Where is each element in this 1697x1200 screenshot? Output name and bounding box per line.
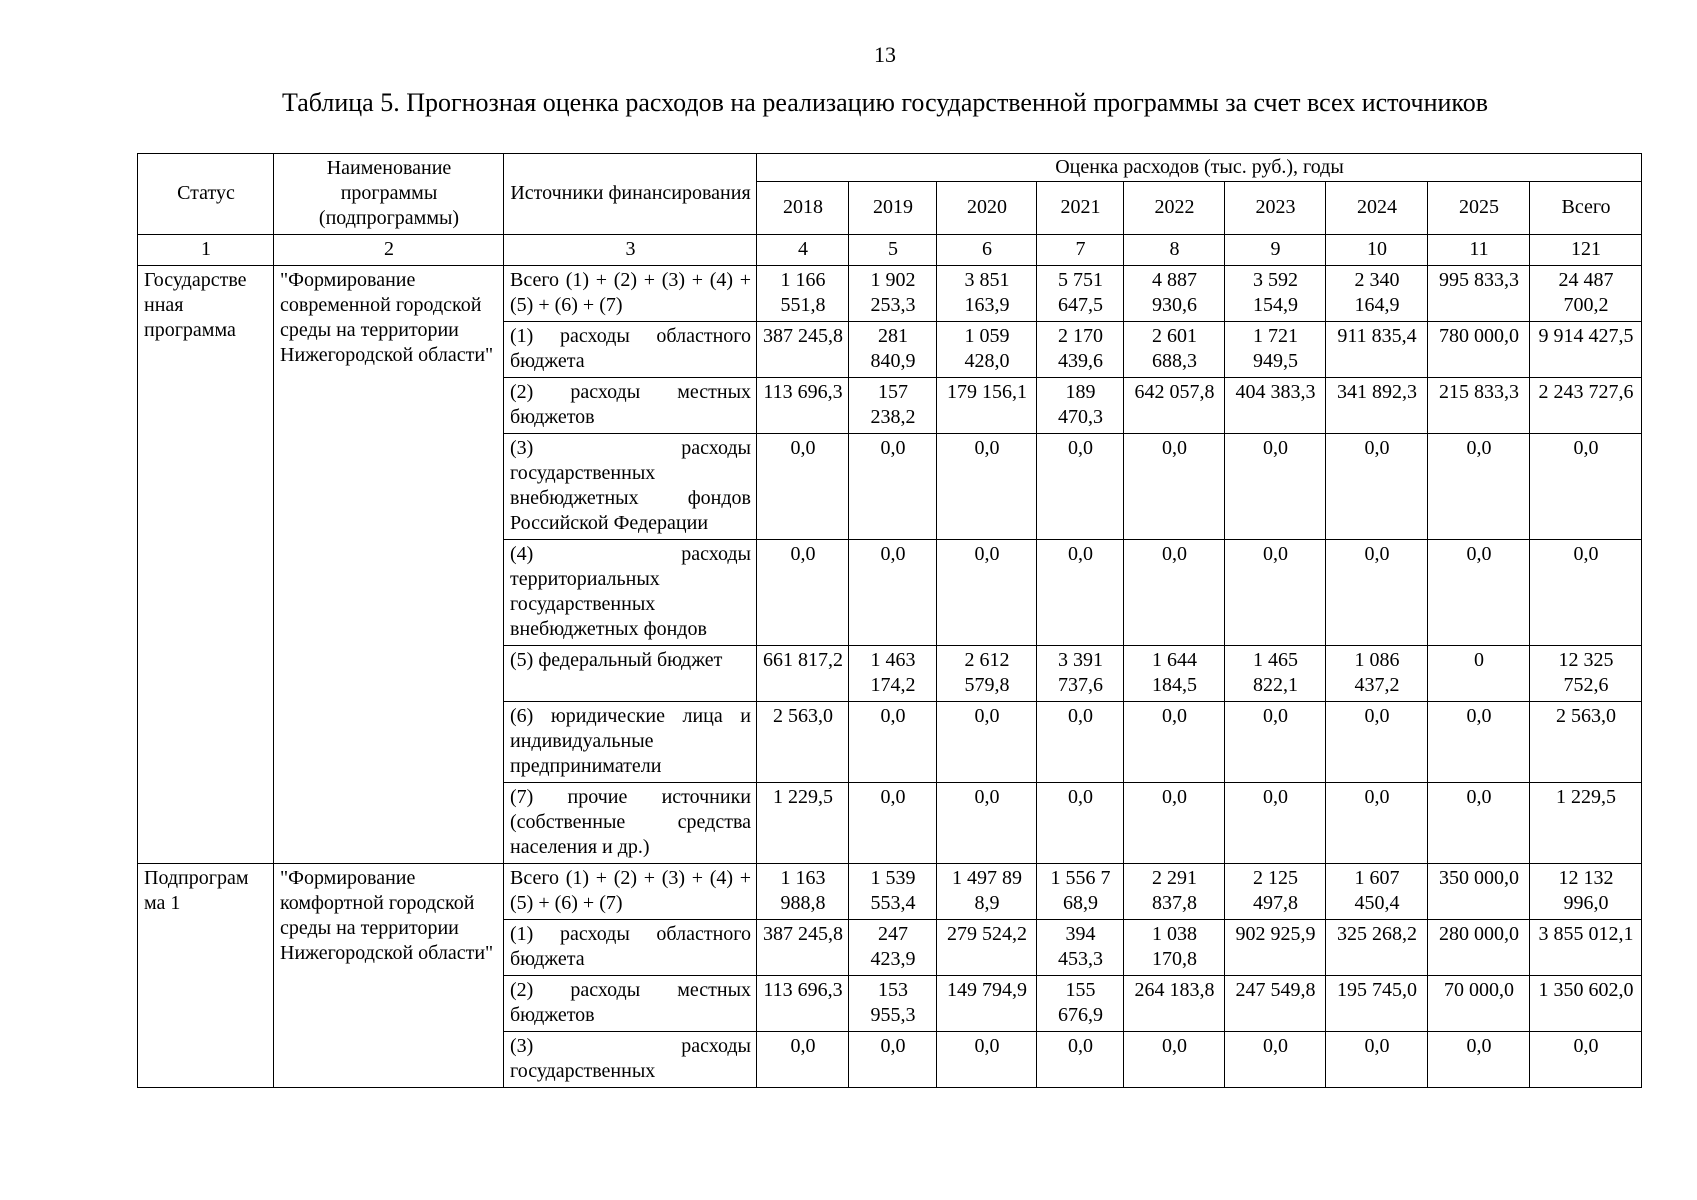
header-year: 2020 xyxy=(937,181,1037,234)
row-year-value: 0,0 xyxy=(1225,702,1326,783)
row-year-value: 911 835,4 xyxy=(1326,322,1428,378)
column-number: 4 xyxy=(757,235,849,266)
row-source: (3) расходы государственных внебюджетных фондов Российской Федерации xyxy=(504,434,757,540)
row-year-value: 661 817,2 xyxy=(757,646,849,702)
row-total-value: 0,0 xyxy=(1530,540,1642,646)
row-year-value: 341 892,3 xyxy=(1326,378,1428,434)
row-year-value: 155 676,9 xyxy=(1037,976,1124,1032)
row-year-value: 113 696,3 xyxy=(757,976,849,1032)
row-year-value: 0,0 xyxy=(1124,434,1225,540)
row-year-value: 0,0 xyxy=(1037,783,1124,864)
row-year-value: 0,0 xyxy=(1326,540,1428,646)
row-source: (1) расходы областного бюджета xyxy=(504,920,757,976)
row-year-value: 247 549,8 xyxy=(1225,976,1326,1032)
row-year-value: 3 851 163,9 xyxy=(937,266,1037,322)
row-year-value: 1 166 551,8 xyxy=(757,266,849,322)
row-year-value: 179 156,1 xyxy=(937,378,1037,434)
header-year: 2018 xyxy=(757,181,849,234)
row-year-value: 1 163 988,8 xyxy=(757,864,849,920)
header-year: 2022 xyxy=(1124,181,1225,234)
row-year-value: 4 887 930,6 xyxy=(1124,266,1225,322)
row-year-value: 2 291 837,8 xyxy=(1124,864,1225,920)
row-year-value: 0,0 xyxy=(849,434,937,540)
row-year-value: 1 539 553,4 xyxy=(849,864,937,920)
row-year-value: 387 245,8 xyxy=(757,920,849,976)
column-number: 1 xyxy=(138,235,274,266)
row-year-value: 3 391 737,6 xyxy=(1037,646,1124,702)
row-year-value: 0 xyxy=(1428,646,1530,702)
column-number: 2 xyxy=(274,235,504,266)
row-year-value: 2 340 164,9 xyxy=(1326,266,1428,322)
row-year-value: 1 463 174,2 xyxy=(849,646,937,702)
row-source: (5) федеральный бюджет xyxy=(504,646,757,702)
row-year-value: 195 745,0 xyxy=(1326,976,1428,1032)
row-source: Всего (1) + (2) + (3) + (4) + (5) + (6) + (7) xyxy=(504,266,757,322)
column-number-row xyxy=(138,235,1642,266)
row-year-value: 0,0 xyxy=(1326,783,1428,864)
row-total-value: 0,0 xyxy=(1530,434,1642,540)
row-year-value: 0,0 xyxy=(849,783,937,864)
header-year: 2021 xyxy=(1037,181,1124,234)
row-year-value: 0,0 xyxy=(1225,540,1326,646)
row-year-value: 1 556 7 68,9 xyxy=(1037,864,1124,920)
header-program-name: Наименование программы (подпрограммы) xyxy=(274,154,504,235)
row-source: (2) расходы местных бюджетов xyxy=(504,378,757,434)
row-total-value: 12 132 996,0 xyxy=(1530,864,1642,920)
row-year-value: 1 497 89 8,9 xyxy=(937,864,1037,920)
row-year-value: 0,0 xyxy=(937,783,1037,864)
row-program-name: "Формирование современной городской среды на территории Нижегородской области" xyxy=(274,266,504,864)
column-number: 121 xyxy=(1530,235,1642,266)
row-year-value: 995 833,3 xyxy=(1428,266,1530,322)
header-year: 2024 xyxy=(1326,181,1428,234)
row-year-value: 1 465 822,1 xyxy=(1225,646,1326,702)
row-total-value: 2 243 727,6 xyxy=(1530,378,1642,434)
row-year-value: 280 000,0 xyxy=(1428,920,1530,976)
row-year-value: 0,0 xyxy=(1225,434,1326,540)
row-year-value: 5 751 647,5 xyxy=(1037,266,1124,322)
row-year-value: 264 183,8 xyxy=(1124,976,1225,1032)
row-year-value: 1 086 437,2 xyxy=(1326,646,1428,702)
column-number: 11 xyxy=(1428,235,1530,266)
column-number: 8 xyxy=(1124,235,1225,266)
row-year-value: 325 268,2 xyxy=(1326,920,1428,976)
header-year: 2025 xyxy=(1428,181,1530,234)
row-year-value: 0,0 xyxy=(1428,702,1530,783)
header-year: 2019 xyxy=(849,181,937,234)
table-row xyxy=(138,266,1642,322)
row-total-value: 0,0 xyxy=(1530,1032,1642,1088)
row-year-value: 0,0 xyxy=(1124,702,1225,783)
row-year-value: 279 524,2 xyxy=(937,920,1037,976)
row-year-value: 0,0 xyxy=(757,540,849,646)
row-year-value: 1 721 949,5 xyxy=(1225,322,1326,378)
row-program-name: "Формирование комфортной городской среды на территории Нижегородской области" xyxy=(274,864,504,1088)
row-total-value: 1 229,5 xyxy=(1530,783,1642,864)
row-year-value: 2 612 579,8 xyxy=(937,646,1037,702)
row-year-value: 0,0 xyxy=(1326,702,1428,783)
row-year-value: 1 059 428,0 xyxy=(937,322,1037,378)
row-year-value: 0,0 xyxy=(1326,434,1428,540)
column-number: 5 xyxy=(849,235,937,266)
table-body xyxy=(138,266,1642,1088)
row-year-value: 0,0 xyxy=(849,1032,937,1088)
row-source: (4) расходы территориальных государственных внебюджетных фондов xyxy=(504,540,757,646)
row-status: Подпрограм ма 1 xyxy=(138,864,274,1088)
row-year-value: 0,0 xyxy=(937,1032,1037,1088)
row-year-value: 153 955,3 xyxy=(849,976,937,1032)
row-year-value: 157 238,2 xyxy=(849,378,937,434)
column-number: 6 xyxy=(937,235,1037,266)
row-year-value: 0,0 xyxy=(937,434,1037,540)
column-number: 9 xyxy=(1225,235,1326,266)
row-year-value: 0,0 xyxy=(1124,1032,1225,1088)
table-title: Таблица 5. Прогнозная оценка расходов на реализацию государственной программы за счет всех источников xyxy=(282,88,1488,117)
row-year-value: 780 000,0 xyxy=(1428,322,1530,378)
row-year-value: 1 902 253,3 xyxy=(849,266,937,322)
row-year-value: 2 563,0 xyxy=(757,702,849,783)
row-year-value: 394 453,3 xyxy=(1037,920,1124,976)
row-status: Государстве нная программа xyxy=(138,266,274,864)
row-source: (1) расходы областного бюджета xyxy=(504,322,757,378)
row-year-value: 2 601 688,3 xyxy=(1124,322,1225,378)
row-year-value: 0,0 xyxy=(1225,783,1326,864)
row-year-value: 1 038 170,8 xyxy=(1124,920,1225,976)
row-total-value: 3 855 012,1 xyxy=(1530,920,1642,976)
row-year-value: 0,0 xyxy=(937,540,1037,646)
row-year-value: 0,0 xyxy=(1326,1032,1428,1088)
row-total-value: 2 563,0 xyxy=(1530,702,1642,783)
row-year-value: 215 833,3 xyxy=(1428,378,1530,434)
row-year-value: 1 607 450,4 xyxy=(1326,864,1428,920)
row-year-value: 404 383,3 xyxy=(1225,378,1326,434)
column-number: 10 xyxy=(1326,235,1428,266)
row-year-value: 0,0 xyxy=(1037,1032,1124,1088)
header-total: Всего xyxy=(1530,181,1642,234)
row-year-value: 0,0 xyxy=(1428,1032,1530,1088)
row-year-value: 189 470,3 xyxy=(1037,378,1124,434)
row-source: (6) юридические лица и индивидуальные предприниматели xyxy=(504,702,757,783)
column-number: 3 xyxy=(504,235,757,266)
row-year-value: 247 423,9 xyxy=(849,920,937,976)
row-year-value: 0,0 xyxy=(757,434,849,540)
row-year-value: 0,0 xyxy=(1428,783,1530,864)
budget-table xyxy=(137,153,1642,1088)
row-year-value: 350 000,0 xyxy=(1428,864,1530,920)
table-row xyxy=(138,864,1642,920)
row-source: (3) расходы государственных xyxy=(504,1032,757,1088)
row-source: (2) расходы местных бюджетов xyxy=(504,976,757,1032)
row-year-value: 0,0 xyxy=(1124,783,1225,864)
row-total-value: 9 914 427,5 xyxy=(1530,322,1642,378)
row-year-value: 0,0 xyxy=(1037,434,1124,540)
column-number: 7 xyxy=(1037,235,1124,266)
row-year-value: 149 794,9 xyxy=(937,976,1037,1032)
row-year-value: 902 925,9 xyxy=(1225,920,1326,976)
row-year-value: 0,0 xyxy=(1124,540,1225,646)
row-year-value: 0,0 xyxy=(757,1032,849,1088)
row-year-value: 387 245,8 xyxy=(757,322,849,378)
row-year-value: 642 057,8 xyxy=(1124,378,1225,434)
row-year-value: 1 644 184,5 xyxy=(1124,646,1225,702)
page-number: 13 xyxy=(874,42,896,67)
row-year-value: 70 000,0 xyxy=(1428,976,1530,1032)
row-total-value: 24 487 700,2 xyxy=(1530,266,1642,322)
row-source: Всего (1) + (2) + (3) + (4) + (5) + (6) + (7) xyxy=(504,864,757,920)
row-year-value: 0,0 xyxy=(1037,540,1124,646)
row-year-value: 0,0 xyxy=(1428,434,1530,540)
row-year-value: 0,0 xyxy=(937,702,1037,783)
row-year-value: 0,0 xyxy=(1225,1032,1326,1088)
row-year-value: 0,0 xyxy=(849,540,937,646)
header-sources: Источники финансирования xyxy=(504,154,757,235)
row-year-value: 0,0 xyxy=(849,702,937,783)
row-year-value: 2 125 497,8 xyxy=(1225,864,1326,920)
row-year-value: 3 592 154,9 xyxy=(1225,266,1326,322)
row-source: (7) прочие источники (собственные средства населения и др.) xyxy=(504,783,757,864)
header-year: 2023 xyxy=(1225,181,1326,234)
row-year-value: 2 170 439,6 xyxy=(1037,322,1124,378)
row-total-value: 12 325 752,6 xyxy=(1530,646,1642,702)
row-year-value: 113 696,3 xyxy=(757,378,849,434)
row-year-value: 0,0 xyxy=(1037,702,1124,783)
header-row-group xyxy=(138,154,1642,182)
row-year-value: 0,0 xyxy=(1428,540,1530,646)
row-year-value: 1 229,5 xyxy=(757,783,849,864)
row-total-value: 1 350 602,0 xyxy=(1530,976,1642,1032)
row-year-value: 281 840,9 xyxy=(849,322,937,378)
header-status: Статус xyxy=(138,154,274,235)
header-estimate-group: Оценка расходов (тыс. руб.), годы xyxy=(757,154,1642,182)
